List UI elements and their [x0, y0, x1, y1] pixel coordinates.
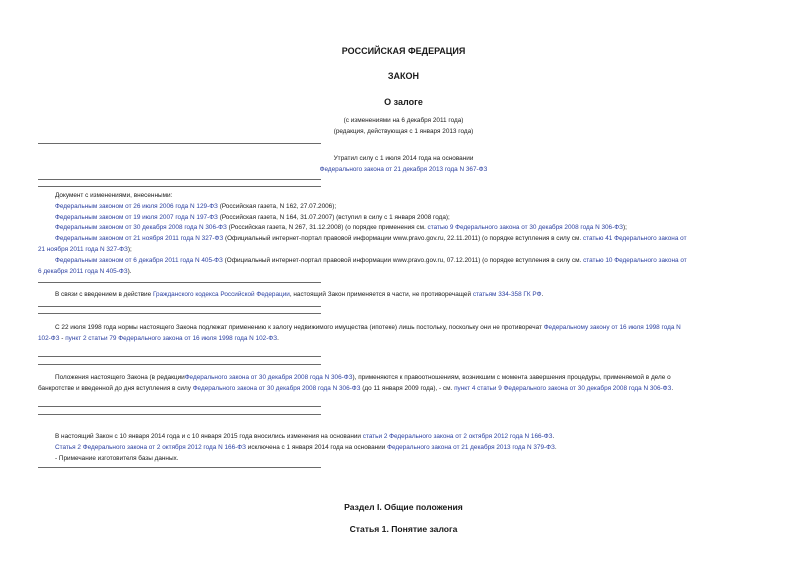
note-text: . — [671, 384, 674, 392]
amendment-note-end: ); — [127, 245, 132, 253]
amendment-note-end: ). — [127, 267, 132, 275]
civil-code-note-line — [38, 290, 772, 301]
amendment-item — [38, 213, 772, 224]
amendment-item — [38, 234, 772, 245]
expiry-law-link-text[interactable]: Федерального закона от 21 декабря 2013 года N 367-ФЗ — [319, 166, 488, 173]
separator-rule — [38, 282, 321, 283]
amendment-item-continued — [38, 245, 772, 256]
separator-rule — [38, 364, 321, 365]
section-title: Раздел I. Общие положения — [344, 502, 463, 512]
note-text: В настоящий Закон с 10 января 2014 года и с 10 января 2015 года вносились изменения на основании — [55, 433, 363, 440]
note-text: С 22 июля 1998 года нормы настоящего Закона подлежат применению к залогу недвижимого имущества (ипотеке) лишь постольку, поскольку они не противоречат — [55, 324, 544, 331]
amendment-note: (Официальный интернет-портал правовой информации www.pravo.gov.ru, 22.11.2011) (о порядке вступления в силу см. — [223, 235, 583, 243]
amendment-article-link[interactable]: статью 9 Федерального закона от 30 декабря 2008 года N 306-ФЗ — [427, 224, 623, 232]
bankruptcy-law-link[interactable]: Федерального закона от 30 декабря 2008 года N 306-ФЗ — [192, 384, 361, 392]
separator-rule — [38, 306, 321, 307]
amendment-item — [38, 223, 772, 234]
mortgage-note — [38, 323, 772, 345]
changes-law-link[interactable]: Федерального закона от 21 декабря 2013 года N 379-ФЗ — [387, 443, 555, 451]
amendments-block — [38, 191, 772, 277]
note-text: В связи с введением в действие — [55, 291, 153, 298]
amendment-article-link[interactable]: 21 ноября 2011 года N 327-ФЗ — [38, 245, 128, 253]
civil-code-articles-link[interactable]: статьям 334-358 ГК РФ — [472, 291, 542, 298]
amendment-article-link[interactable]: статью 10 Федерального закона от — [583, 256, 687, 264]
separator-rule — [38, 356, 321, 357]
amendment-article-link[interactable]: 6 декабря 2011 года N 405-ФЗ — [38, 267, 128, 275]
note-text: банкротстве и введенной до дня вступления в силу — [38, 384, 193, 392]
amendment-law-link[interactable]: Федеральным законом от 6 декабря 2011 года N 405-ФЗ — [55, 256, 223, 264]
separator-rule — [38, 186, 321, 187]
amendment-law-link[interactable]: Федеральным законом от 26 июля 2006 года N 129-ФЗ — [55, 202, 218, 210]
separator-rule — [38, 313, 321, 314]
bankruptcy-note-line — [38, 384, 772, 395]
changes-note-line — [38, 443, 772, 454]
changes-note — [38, 432, 772, 464]
separator-rule — [38, 467, 321, 468]
note-text: . — [277, 334, 279, 342]
note-text: исключена с 1 января 2014 года на основании — [246, 443, 388, 451]
bankruptcy-note — [38, 373, 772, 395]
article-title: Статья 1. Понятие залога — [349, 524, 458, 534]
changes-note-line — [38, 432, 772, 443]
separator-rule — [38, 179, 321, 180]
edition-changes: (с изменениями на 6 декабря 2011 года) — [343, 117, 464, 124]
amendment-item-continued — [38, 267, 772, 278]
amendment-item — [38, 256, 772, 267]
mortgage-note-line — [38, 334, 772, 345]
law-title: О залоге — [384, 97, 423, 107]
amendment-note: (Российская газета, N 162, 27.07.2006); — [217, 202, 337, 210]
note-text: (до 11 января 2009 года), - см. — [360, 384, 455, 392]
expiry-law-link[interactable] — [0, 166, 807, 173]
changes-article-link[interactable]: статьи 2 Федерального закона от 2 октября 2012 года N 166-ФЗ — [362, 433, 553, 440]
bankruptcy-law-link[interactable]: Федерального закона от 30 декабря 2008 года N 306-ФЗ — [184, 374, 353, 381]
note-text: - — [59, 334, 66, 342]
separator-rule — [38, 143, 321, 144]
amendment-law-link[interactable]: Федеральным законом от 21 ноября 2011 года N 327-ФЗ — [55, 235, 224, 243]
mortgage-note-line — [38, 323, 772, 334]
separator-rule — [38, 414, 321, 415]
separator-rule — [38, 406, 321, 407]
amendment-note: (Российская газета, N 267, 31.12.2008) (о порядке применения см. — [226, 224, 428, 232]
edition-current: (редакция, действующая с 1 января 2013 года) — [333, 128, 474, 135]
doc-type-heading: ЗАКОН — [387, 71, 420, 81]
civil-code-note — [38, 290, 772, 301]
mortgage-law-link[interactable]: 102-ФЗ — [38, 334, 60, 342]
bankruptcy-note-line — [38, 373, 772, 384]
bankruptcy-article-link[interactable]: пункт 4 статьи 9 Федерального закона от 30 декабря 2008 года N 306-ФЗ — [454, 384, 672, 392]
amendment-article-link[interactable]: статью 41 Федерального закона от — [582, 235, 687, 243]
note-text: . — [552, 433, 555, 440]
civil-code-link[interactable]: Гражданского кодекса Российской Федерации — [152, 291, 290, 298]
amendment-law-link[interactable]: Федеральным законом от 30 декабря 2008 года N 306-ФЗ — [55, 224, 227, 232]
mortgage-law-link[interactable]: Федеральному закону от 16 июля 1998 года N — [543, 324, 681, 331]
amendments-heading: Документ с изменениями, внесенными: — [55, 192, 173, 199]
amendment-note-end: ); — [622, 224, 627, 232]
amendment-note: (Российская газета, N 164, 31.07.2007) (вступил в силу с 1 января 2008 года); — [217, 213, 450, 221]
country-heading: РОССИЙСКАЯ ФЕДЕРАЦИЯ — [341, 46, 466, 56]
amendment-note: (Официальный интернет-портал правовой информации www.pravo.gov.ru, 07.12.2011) (о порядке вступления в силу см. — [222, 256, 584, 264]
expiry-text: Утратил силу с 1 июля 2014 года на основании — [333, 155, 474, 162]
mortgage-article-link[interactable]: пункт 2 статьи 79 Федерального закона от 16 июля 1998 года N 102-ФЗ — [65, 334, 278, 342]
amendment-item — [38, 202, 772, 213]
note-text: Положения настоящего Закона (в редакции — [55, 374, 185, 381]
note-text: . — [554, 443, 557, 451]
changes-article-link[interactable]: Статья 2 Федерального закона от 2 октября 2012 года N 166-ФЗ — [55, 443, 246, 451]
database-producer-note: - Примечание изготовителя базы данных. — [55, 454, 179, 462]
amendment-law-link[interactable]: Федеральным законом от 19 июля 2007 года N 197-ФЗ — [55, 213, 218, 221]
note-text: ), применяются к правоотношениям, возникшим с момента завершения процедуры, применяемой в деле о — [352, 374, 671, 381]
note-text: . — [541, 291, 544, 298]
note-text: , настоящий Закон применяется в части, не противоречащей — [289, 291, 473, 298]
